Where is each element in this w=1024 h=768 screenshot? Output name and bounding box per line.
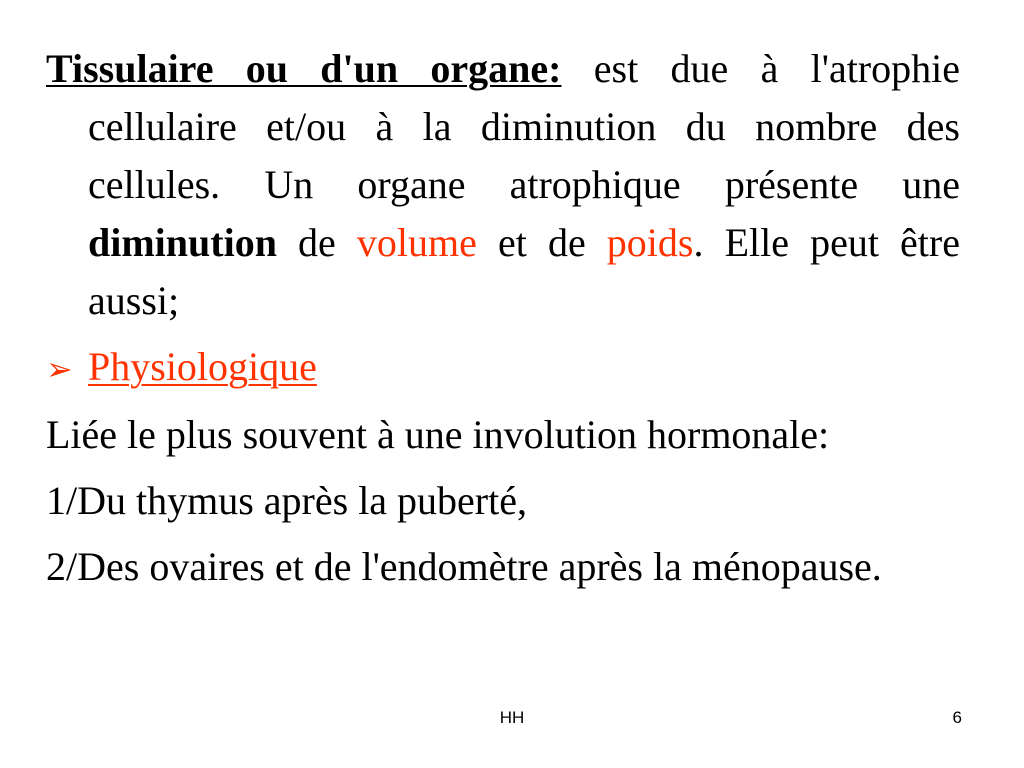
- text-segment: et de: [476, 220, 607, 265]
- highlight-poids: poids: [606, 220, 694, 265]
- bold-word-diminution: diminution: [88, 220, 277, 265]
- paragraph-involution: Liée le plus souvent à une involution hormonale:: [46, 412, 830, 457]
- text-segment: . Elle peut être aussi;: [88, 220, 960, 323]
- bullet-label-physiologique: Physiologique: [88, 344, 317, 389]
- highlight-volume: volume: [356, 220, 477, 265]
- footer-author: HH: [499, 708, 525, 727]
- list-item-thymus: 1/Du thymus après la puberté,: [46, 478, 527, 523]
- text-segment: est due à l'atrophie cellulaire et/ou à la diminution du nombre des cellules. Un organe atrophique présente une: [88, 46, 960, 207]
- text-segment: de: [276, 220, 357, 265]
- bullet-physiologique: [46, 338, 960, 398]
- list-item-ovaires: 2/Des ovaires et de l'endomètre après la ménopause.: [46, 544, 882, 589]
- slide-body: [46, 40, 960, 604]
- page-number: 6: [952, 708, 962, 727]
- arrow-right-icon: ➢: [46, 350, 73, 388]
- paragraph-tissulaire: [46, 40, 960, 330]
- heading-tissulaire: Tissulaire ou d'un organe:: [46, 46, 562, 91]
